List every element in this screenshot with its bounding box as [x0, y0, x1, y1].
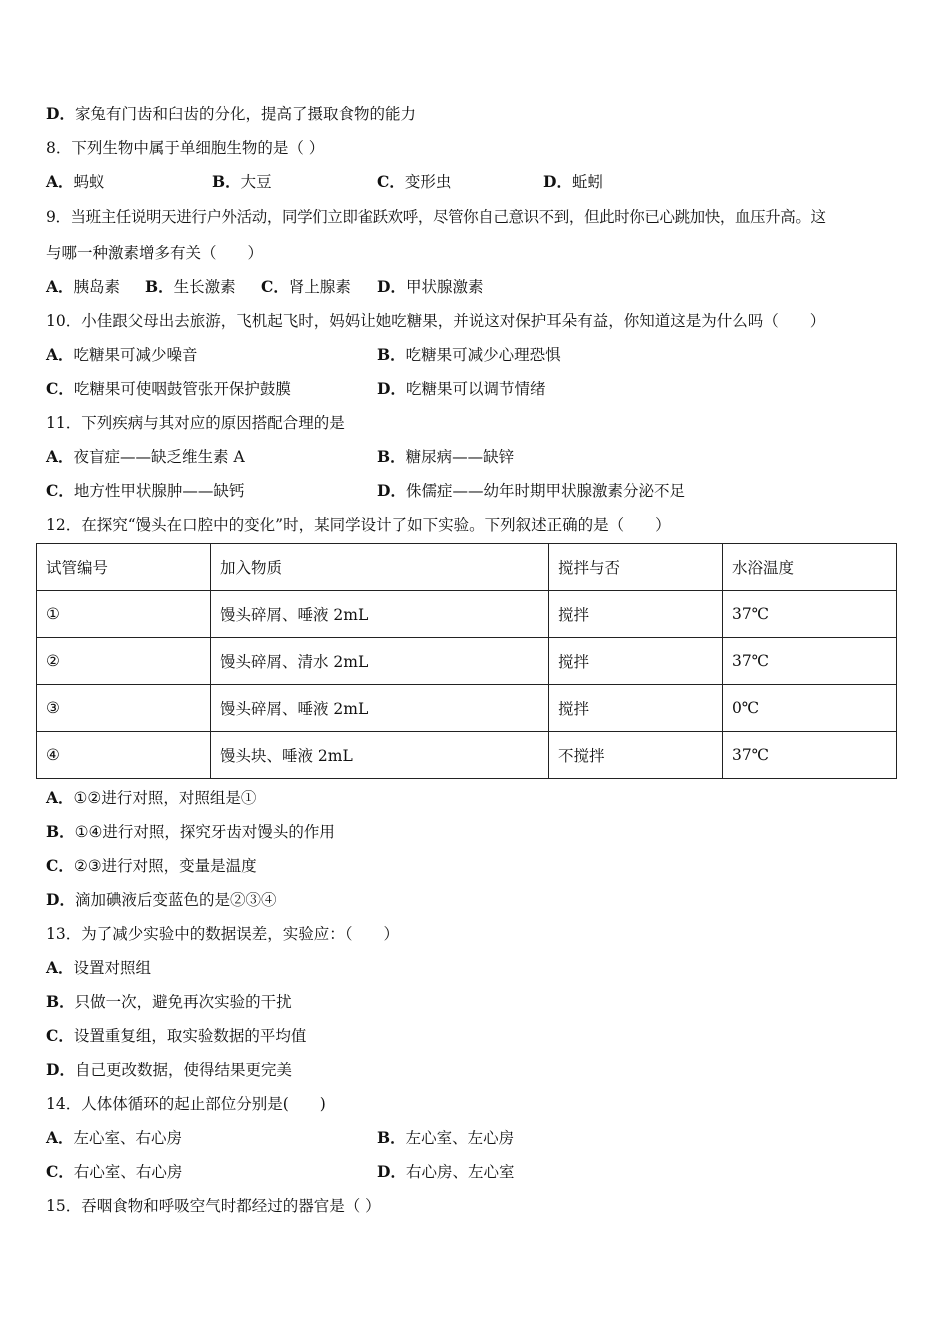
table-row	[37, 685, 897, 732]
q11-option-b: B．糖尿病——缺锌	[377, 447, 515, 466]
q9-stem-line1: 9．当班主任说明天进行户外活动，同学们立即雀跃欢呼，尽管你自己意识不到，但此时你已心跳加快，血压升高。这	[46, 208, 826, 226]
q10-option-a: A．吃糖果可减少噪音	[46, 345, 198, 364]
experiment-table	[36, 543, 897, 779]
table-cell: ①	[37, 591, 211, 638]
q14-option-b: B．左心室、左心房	[377, 1128, 515, 1147]
q9-option-c: C．肾上腺素	[261, 277, 351, 296]
q12-option-d: D．滴加碘液后变蓝色的是②③④	[46, 890, 277, 909]
table-cell: 0℃	[723, 685, 897, 732]
q11-option-d: D．侏儒症——幼年时期甲状腺激素分泌不足	[377, 481, 685, 500]
q14-option-a: A．左心室、右心房	[46, 1128, 183, 1147]
q8-option-a: A．蚂蚁	[46, 172, 105, 191]
q9-option-d: D．甲状腺激素	[377, 277, 484, 296]
table-header-cell: 搅拌与否	[549, 544, 723, 591]
q10-stem: 10．小佳跟父母出去旅游，飞机起飞时，妈妈让她吃糖果，并说这对保护耳朵有益，你知道这是为什么吗（ ）	[46, 312, 826, 330]
q12-stem: 12．在探究“馒头在口腔中的变化”时，某同学设计了如下实验。下列叙述正确的是（ ）	[46, 516, 671, 534]
q7-option-d: D．家兔有门齿和臼齿的分化，提高了摄取食物的能力	[46, 104, 416, 123]
table-row	[37, 638, 897, 685]
table-header-cell: 加入物质	[211, 544, 549, 591]
table-cell: 馒头碎屑、唾液 2mL	[211, 591, 549, 638]
q11-option-c: C．地方性甲状腺肿——缺钙	[46, 481, 245, 500]
table-header-cell: 水浴温度	[723, 544, 897, 591]
table-cell: 馒头碎屑、唾液 2mL	[211, 685, 549, 732]
q12-option-a: A．①②进行对照，对照组是①	[46, 788, 257, 807]
table-cell: 搅拌	[549, 638, 723, 685]
q14-option-d: D．右心房、左心室	[377, 1162, 515, 1181]
q13-option-d: D．自己更改数据，使得结果更完美	[46, 1060, 292, 1079]
table-cell: ③	[37, 685, 211, 732]
q9-option-a: A．胰岛素	[46, 277, 121, 296]
q10-option-c: C．吃糖果可使咽鼓管张开保护鼓膜	[46, 379, 291, 398]
table-cell: 37℃	[723, 638, 897, 685]
q12-option-c: C．②③进行对照，变量是温度	[46, 856, 257, 875]
q11-stem: 11．下列疾病与其对应的原因搭配合理的是	[46, 414, 345, 432]
q13-option-a: A．设置对照组	[46, 958, 152, 977]
q9-stem-line2: 与哪一种激素增多有关（ ）	[46, 244, 264, 262]
q10-option-b: B．吃糖果可减少心理恐惧	[377, 345, 561, 364]
q8-option-b: B．大豆	[212, 172, 272, 191]
q15-stem: 15．吞咽食物和呼吸空气时都经过的器官是（ ）	[46, 1197, 381, 1215]
table-row	[37, 591, 897, 638]
q11-option-a: A．夜盲症——缺乏维生素 A	[46, 447, 245, 466]
table-cell: 搅拌	[549, 591, 723, 638]
q8-option-c: C．变形虫	[377, 172, 452, 191]
table-cell: 不搅拌	[549, 732, 723, 779]
table-cell: 馒头块、唾液 2mL	[211, 732, 549, 779]
q9-option-b: B．生长激素	[145, 277, 236, 296]
q13-option-b: B．只做一次，避免再次实验的干扰	[46, 992, 292, 1011]
q14-stem: 14．人体体循环的起止部位分别是( )	[46, 1095, 326, 1113]
table-cell: 搅拌	[549, 685, 723, 732]
table-cell: 37℃	[723, 591, 897, 638]
table-header-cell: 试管编号	[37, 544, 211, 591]
q8-stem: 8．下列生物中属于单细胞生物的是（ ）	[46, 139, 325, 157]
q14-option-c: C．右心室、右心房	[46, 1162, 183, 1181]
q10-option-d: D．吃糖果可以调节情绪	[377, 379, 546, 398]
table-cell: 馒头碎屑、清水 2mL	[211, 638, 549, 685]
table-cell: ④	[37, 732, 211, 779]
table-row	[37, 732, 897, 779]
table-cell: 37℃	[723, 732, 897, 779]
table-cell: ②	[37, 638, 211, 685]
q13-stem: 13．为了减少实验中的数据误差，实验应：（ ）	[46, 925, 399, 943]
q12-option-b: B．①④进行对照，探究牙齿对馒头的作用	[46, 822, 335, 841]
q8-option-d: D．蚯蚓	[543, 172, 603, 191]
table-header-row	[37, 544, 897, 591]
q13-option-c: C．设置重复组，取实验数据的平均值	[46, 1026, 307, 1045]
